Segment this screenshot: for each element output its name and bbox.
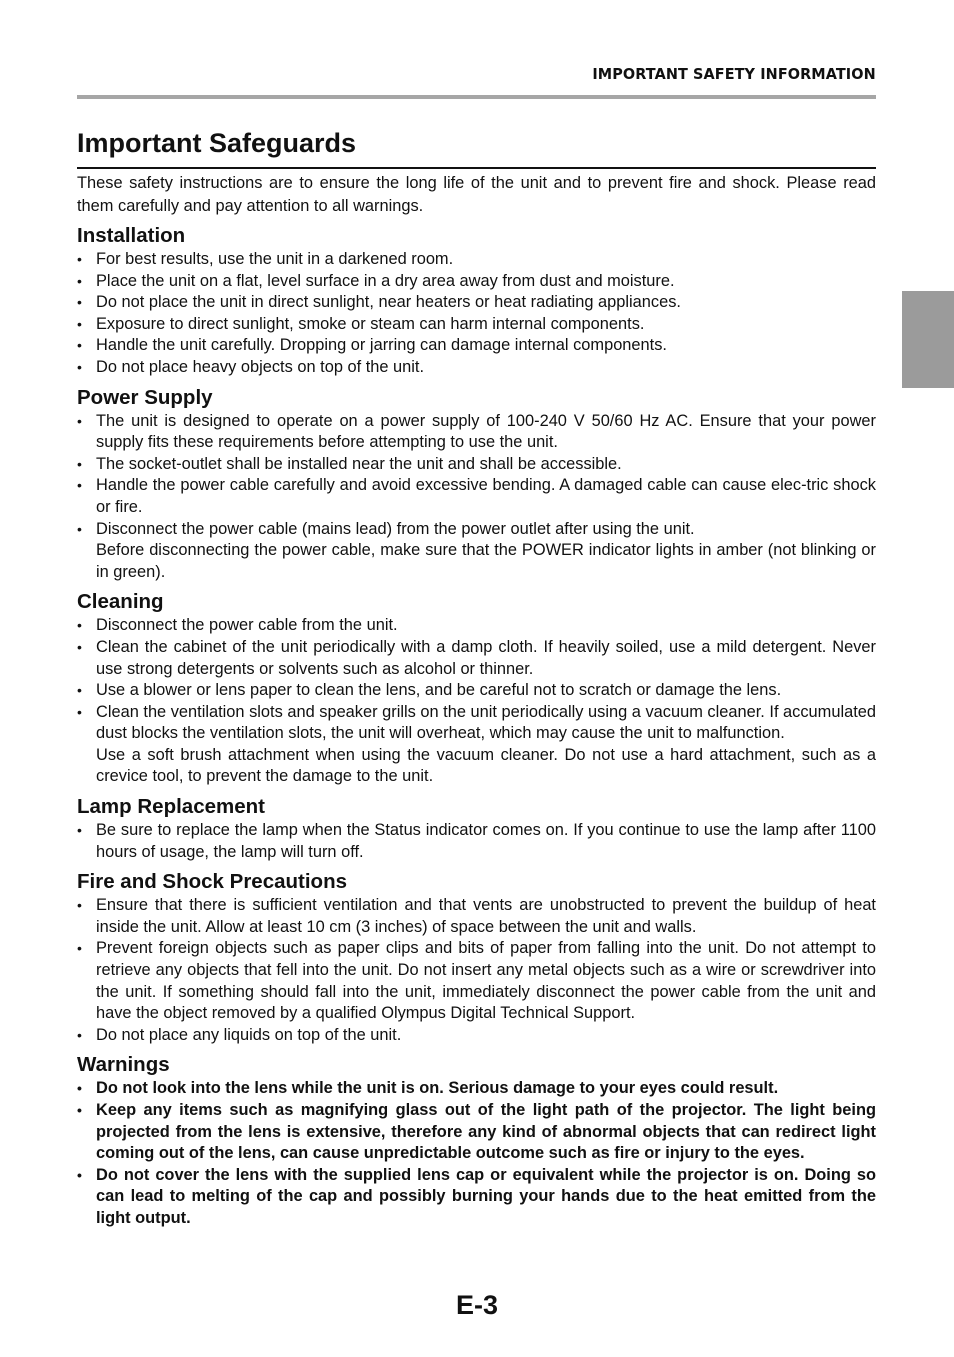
bullet-list (77, 820, 876, 863)
list-item (77, 335, 876, 357)
bullet-list (77, 249, 876, 379)
list-item-text: • The socket-outlet shall be installed near the unit and shall be accessible. (96, 454, 622, 473)
list-item-text: • Place the unit on a flat, level surface in a dry area away from dust and moisture. (96, 271, 675, 290)
list-item (77, 1078, 876, 1100)
list-item-text: Use a soft brush attachment when using the vacuum cleaner. Do not use a hard attachment, such as a crevice tool, to prevent the damage to the unit. (96, 745, 876, 786)
list-item-text: • Exposure to direct sunlight, smoke or steam can harm internal components. (96, 314, 645, 333)
list-item-text: • Ensure that there is sufficient ventilation and that vents are unobstructed to prevent the buildup of heat inside the unit. Allow at least 10 cm (3 inches) of space between the unit and walls. (96, 896, 876, 936)
section-lamp-replacement (77, 794, 876, 863)
page-title: Important Safeguards (77, 128, 357, 158)
section-heading: Lamp Replacement (77, 795, 265, 819)
section-cleaning (77, 589, 876, 788)
list-item-text: • Handle the unit carefully. Dropping or jarring can damage internal components. (96, 336, 667, 355)
list-item-text: • Handle the power cable carefully and avoid excessive bending. A damaged cable can cause elec-tric shock or fire. (96, 476, 876, 516)
list-item-text: • Be sure to replace the lamp when the Status indicator comes on. If you continue to use the lamp after 1100 hours of usage, the lamp will turn off. (96, 821, 876, 861)
section-installation (77, 223, 876, 379)
list-item (77, 895, 876, 938)
list-item (77, 475, 876, 518)
section-warnings (77, 1052, 876, 1229)
list-item (77, 271, 876, 293)
content (77, 172, 876, 1230)
list-item (77, 411, 876, 454)
list-item (77, 1165, 876, 1230)
list-item (77, 938, 876, 1024)
list-item-text: • Do not place heavy objects on top of the unit. (96, 357, 425, 376)
list-item-text: • Use a blower or lens paper to clean the lens, and be careful not to scratch or damage the lens. (96, 681, 782, 700)
section-tab (902, 291, 954, 388)
list-item (77, 1025, 876, 1047)
section-heading: Power Supply (77, 385, 213, 409)
list-item-text: • Do not look into the lens while the unit is on. Serious damage to your eyes could result. (96, 1079, 779, 1098)
bullet-list (77, 615, 876, 788)
list-item-text: Before disconnecting the power cable, make sure that the POWER indicator lights in amber (not blinking or in green). (96, 541, 876, 581)
bullet-list (77, 1078, 876, 1229)
section-heading: Cleaning (77, 590, 164, 614)
list-item (77, 702, 876, 788)
list-item (77, 820, 876, 863)
list-item-text: • Do not place the unit in direct sunlight, near heaters or heat radiating appliances. (96, 293, 681, 312)
list-item-text: • For best results, use the unit in a darkened room. (96, 250, 454, 268)
list-item (77, 292, 876, 314)
sections (77, 223, 876, 1230)
list-item (77, 454, 876, 476)
page-number: E-3 (455, 1290, 499, 1320)
list-item-text: • Clean the ventilation slots and speaker grills on the unit periodically using a vacuum cleaner. If accumulated dust blocks the ventilation slots, the unit will overheat, which may cause the unit to malfunction. (96, 702, 876, 743)
list-item (77, 314, 876, 336)
section-power-supply (77, 385, 876, 584)
list-item (77, 637, 876, 680)
list-item (77, 680, 876, 702)
list-item-text: • Prevent foreign objects such as paper clips and bits of paper from falling into the unit. Do not attempt to retrieve any objects that fell into the unit. Do not insert any metal objects such as a wire or screwdriver into the unit. If something should fall into the unit, immediately disconnect the power cable from the unit and have the object removed by a qualified Olympus Digital Technical Support. (96, 939, 876, 1023)
section-heading: Fire and Shock Precautions (77, 870, 347, 894)
section-heading: Warnings (77, 1053, 170, 1077)
title-rule (77, 167, 876, 169)
list-item (77, 1100, 876, 1165)
intro-paragraph: These safety instructions are to ensure the long life of the unit and to prevent fire and shock. Please read them carefully and pay attention to all warnings. (77, 174, 876, 215)
list-item-text: • Disconnect the power cable (mains lead) from the power outlet after using the unit. (96, 519, 695, 538)
list-item-text: • Disconnect the power cable from the unit. (96, 616, 398, 635)
list-item-text: • The unit is designed to operate on a power supply of 100-240 V 50/60 Hz AC. Ensure that your power supply fits these requirements before attempting to use the unit. (96, 411, 876, 452)
list-item (77, 615, 876, 637)
list-item-text: • Do not place any liquids on top of the unit. (96, 1025, 402, 1044)
list-item (77, 249, 876, 271)
running-header: IMPORTANT SAFETY INFORMATION (592, 65, 876, 83)
list-item-text: • Keep any items such as magnifying glass out of the light path of the projector. The light being projected from the lens is extensive, therefore any kind of abnormal objects that can redirect light coming out of the lens, can cause unpredictable outcome such as fire or injury to the eyes. (96, 1101, 876, 1163)
list-item (77, 519, 876, 584)
list-item (77, 357, 876, 379)
header-rule (77, 95, 876, 99)
list-item-text: • Do not cover the lens with the supplied lens cap or equivalent while the projector is on. Doing so can lead to melting of the cap and possibly burning your hands due to the heat emitted from the light output. (96, 1165, 876, 1227)
section-fire-and-shock-precautions (77, 869, 876, 1046)
list-item-text: • Clean the cabinet of the unit periodically with a damp cloth. If heavily soiled, use a mild detergent. Never use strong detergents or solvents such as alcohol or thinner. (96, 637, 876, 678)
bullet-list (77, 895, 876, 1046)
section-heading: Installation (77, 224, 186, 247)
bullet-list (77, 411, 876, 584)
